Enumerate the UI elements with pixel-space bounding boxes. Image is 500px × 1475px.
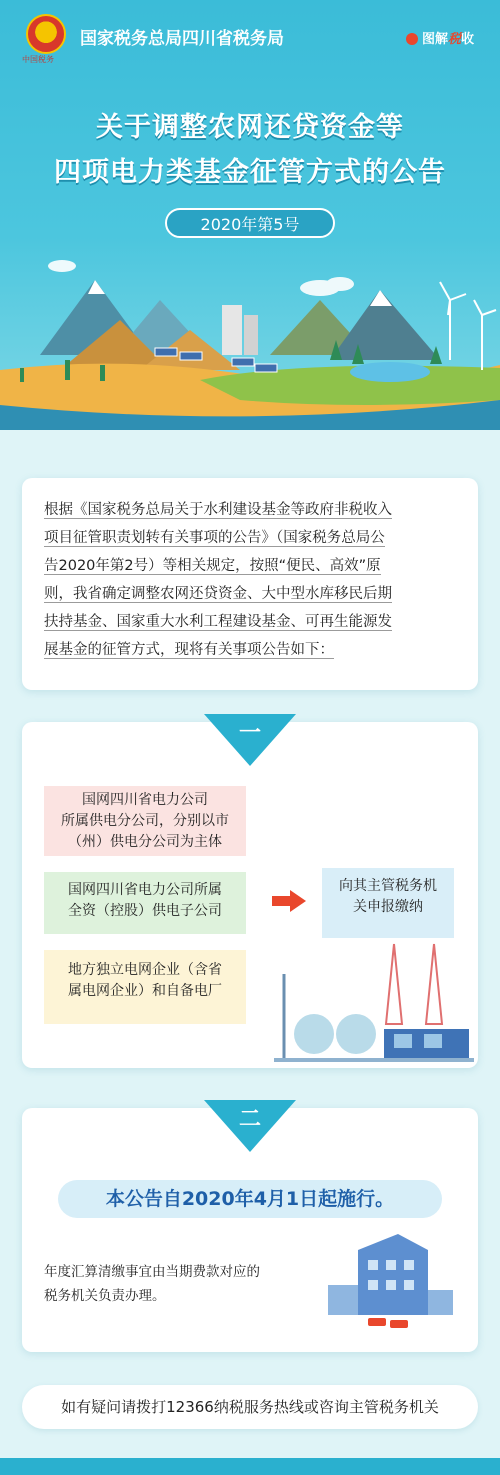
intro-line: 则，我省确定调整农网还贷资金、大中型水库移民后期: [44, 586, 392, 602]
annual-settlement-note: [44, 1260, 294, 1308]
emblem-text: 中国税务: [22, 55, 54, 64]
entity-subsidiaries: [44, 872, 246, 934]
brand-highlight: 税: [447, 32, 461, 47]
note-line: 税务机关负责办理。: [44, 1288, 166, 1304]
intro-text: [44, 496, 456, 664]
section-2-number: 二: [238, 1107, 261, 1132]
intro-line: 根据《国家税务总局关于水利建设基金等政府非税收入: [44, 502, 392, 518]
intro-card: [22, 478, 478, 690]
tax-emblem-icon: [26, 14, 66, 54]
brand-dot-icon: [406, 33, 418, 45]
box-line: 向其主管税务机: [339, 878, 437, 894]
section-1-number: 一: [238, 721, 261, 746]
intro-line: 告2020年第2号）等相关规定，按照“便民、高效”原: [44, 558, 381, 574]
effective-date-notice: 本公告自2020年4月1日起施行。: [58, 1180, 442, 1218]
target-tax-authority: [322, 868, 454, 938]
page-title-line1: 关于调整农网还贷资金等: [96, 112, 404, 143]
intro-line: 项目征管职责划转有关事项的公告》（国家税务总局公: [44, 530, 385, 546]
box-line: 所属供电分公司，分别以市: [61, 813, 229, 829]
bottom-bar: [0, 1458, 500, 1475]
section-2-card: [22, 1108, 478, 1352]
org-name: 国家税务总局四川省税务局: [80, 29, 284, 49]
box-line: 全资（控股）供电子公司: [68, 903, 222, 919]
box-line: 国网四川省电力公司所属: [68, 882, 222, 898]
intro-line: 展基金的征管方式，现将有关事项公告如下：: [44, 642, 334, 658]
box-line: 国网四川省电力公司: [82, 792, 208, 808]
entity-provincial-branches: [44, 786, 246, 856]
tax-office-building-illustration: [318, 1220, 458, 1340]
box-line: （州）供电分公司为主体: [68, 834, 222, 850]
page-title-line2: 四项电力类基金征管方式的公告: [54, 157, 446, 188]
doc-number-badge: 2020年第5号: [165, 208, 335, 238]
brand-logo: [406, 28, 474, 47]
header-bar: [0, 0, 500, 70]
box-line: 关申报缴纳: [353, 899, 423, 915]
box-line: 属电网企业）和自备电厂: [68, 983, 222, 999]
power-plant-illustration: [274, 934, 474, 1064]
note-line: 年度汇算清缴事宜由当期费款对应的: [44, 1264, 260, 1280]
hotline-footer: 如有疑问请拨打12366纳税服务热线或咨询主管税务机关: [22, 1385, 478, 1429]
entity-local-grid: [44, 950, 246, 1024]
intro-line: 扶持基金、国家重大水利工程建设基金、可再生能源发: [44, 614, 392, 630]
landscape-illustration: [0, 260, 500, 430]
section-1-card: [22, 722, 478, 1068]
hero-banner: [0, 0, 500, 430]
section-2-badge: [204, 1100, 296, 1152]
brand-prefix: 图解: [421, 32, 448, 47]
arrow-right-icon: [272, 890, 306, 912]
box-line: 地方独立电网企业（含省: [68, 962, 222, 978]
section-1-badge: [204, 714, 296, 766]
brand-suffix: 收: [460, 32, 474, 47]
